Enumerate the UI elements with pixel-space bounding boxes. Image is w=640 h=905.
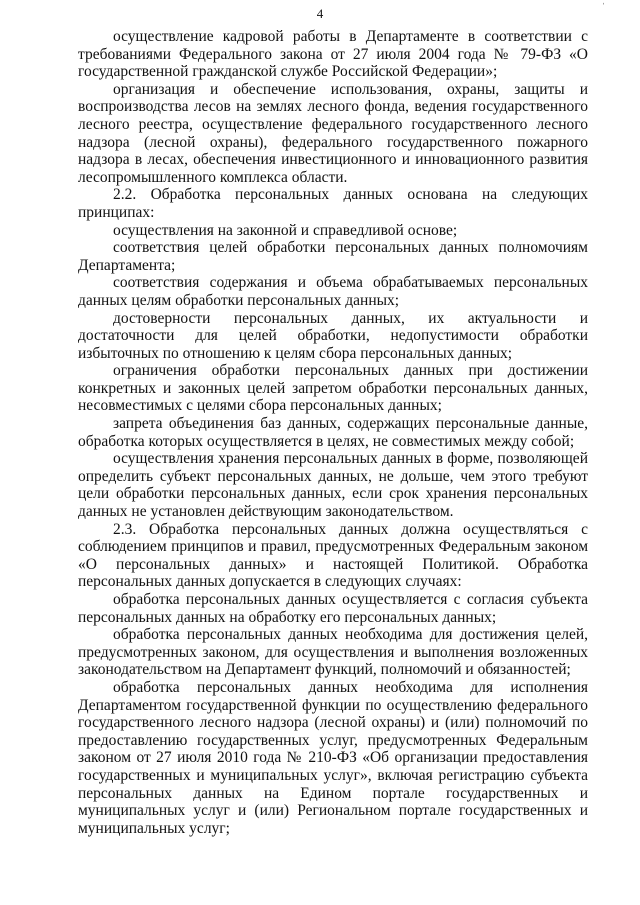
principle-purpose-match: соответствия целей обработки персональных данных полномочиям Департамента; <box>78 239 588 274</box>
case-legal-purposes: обработка персональных данных необходима для достижения целей, предусмотренных законом, для осуществления и выполнения возложенных законодательством на Департамент функций, полномочий и обязанностей; <box>78 626 588 679</box>
principle-storage: осуществления хранения персональных данных в форме, позволяющей определить субъект персональных данных, не дольше, чем этого требуют цели обработки персональных данных, если срок хранения персональных данных не установлен действующим законодательством. <box>78 450 588 521</box>
corner-mark: ˈ <box>602 2 606 13</box>
paragraph-2-2-principles: 2.2. Обработка персональных данных основана на следующих принципах: <box>78 186 588 221</box>
principle-accuracy: достоверности персональных данных, их актуальности и достаточности для целей обработки, недопустимости обработки избыточных по отношению к целям сбора персональных данных; <box>78 309 588 362</box>
principle-content-match: соответствия содержания и объема обрабатываемых персональных данных целям обработки персональных данных; <box>78 274 588 309</box>
paragraph-2-3-cases: 2.3. Обработка персональных данных должна осуществляться с соблюдением принципов и правил, предусмотренных Федеральным законом «О персональных данных» и настоящей Политикой. Обработка персональных данных допускается в следующих случаях: <box>78 520 588 591</box>
case-consent: обработка персональных данных осуществляется с согласия субъекта персональных данных на обработку его персональных данных; <box>78 591 588 626</box>
principle-legal-basis: осуществления на законной и справедливой основе; <box>113 221 458 239</box>
principle-limitation: ограничения обработки персональных данных при достижении конкретных и законных целей запретом обработки персональных данных, несовместимых с целями сбора персональных данных; <box>78 362 588 415</box>
paragraph-personnel-work: осуществление кадровой работы в Департаменте в соответствии с требованиями Федерального закона от 27 июля 2004 года № 79-ФЗ «О государственной гражданской службе Российской Федерации»; <box>78 28 588 81</box>
body-text <box>78 28 588 837</box>
page-number: 4 <box>316 6 324 21</box>
paragraph-forest-management: организация и обеспечение использования, охраны, защиты и воспроизводства лесов на землях лесного фонда, ведения государственного лесного реестра, осуществление федерального государственного лесного надзора (лесной охраны), федерального государственного пожарного надзора в лесах, обеспечения инвестиционного и инновационного развития лесопромышленного комплекса области. <box>78 80 588 186</box>
principle-no-db-merge: запрета объединения баз данных, содержащих персональные данные, обработка которых осуществляется в целях, не совместимых между собой; <box>78 415 588 450</box>
case-state-functions: обработка персональных данных необходима для исполнения Департаментом государственной функции по осуществлению федерального государственного лесного надзора (лесной охраны) и (или) полномочий по предоставлению государственных услуг, предусмотренных Федеральным законом от 27 июля 2010 года № 210-ФЗ «Об организации предоставления государственных и муниципальных услуг», включая регистрацию субъекта персональных данных на Едином портале государственных и муниципальных услуг и (или) Региональном портале государственных и муниципальных услуг; <box>78 678 588 837</box>
